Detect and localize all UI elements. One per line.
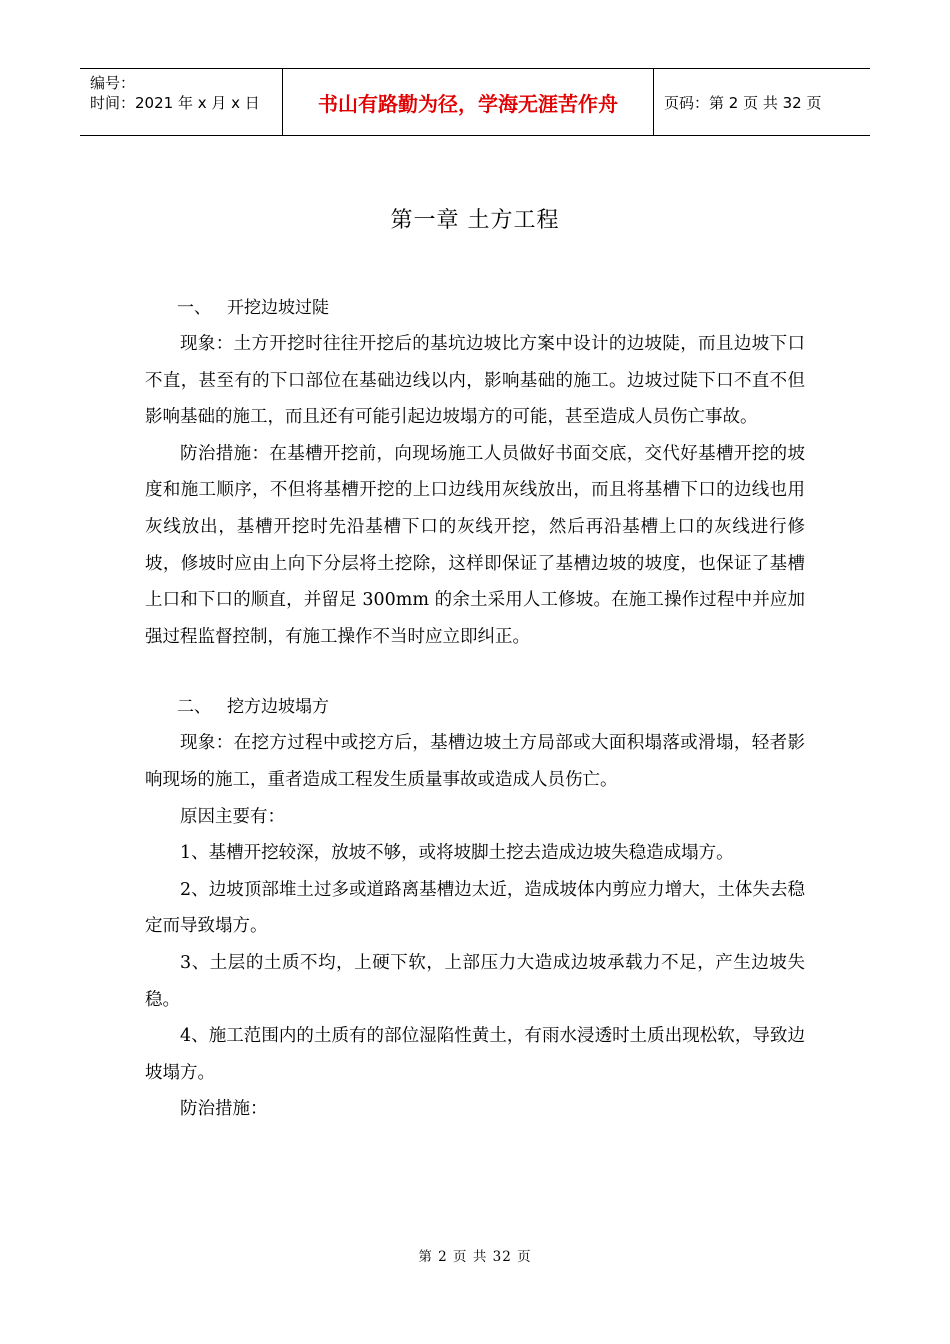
header-motto: 书山有路勤为径，学海无涯苦作舟 (282, 69, 654, 135)
section-number: 二、 (177, 697, 211, 718)
list-item: 2、边坡顶部堆土过多或道路离基槽边太近，造成坡体内剪应力增大，土体失去稳定而导致塌方。 (145, 879, 805, 937)
section-heading-2 (145, 689, 805, 725)
section-number: 一、 (177, 298, 211, 318)
paragraph: 原因主要有： (180, 806, 285, 827)
paragraph: 现象：在挖方过程中或挖方后，基槽边坡土方局部或大面积塌落或滑塌，轻者影响现场的施工，重者造成工程发生质量事故或造成人员伤亡。 (145, 733, 805, 790)
list-item: 4、施工范围内的土质有的部位湿陷性黄土，有雨水浸透时土质出现松软，导致边坡塌方。 (145, 1026, 805, 1083)
document-number-label: 编号： (90, 74, 136, 92)
page-footer: 第 2 页 共 32 页 (418, 1249, 532, 1265)
paragraph: 防治措施：在基槽开挖前，向现场施工人员做好书面交底，交代好基槽开挖的坡度和施工顺序，不但将基槽开挖的上口边线用灰线放出，而且将基槽下口的边线也用灰线放出，基槽开挖时先沿基槽下口的灰线开挖，然后再沿基槽上口的灰线进行修坡，修坡时应由上向下分层将土挖除，这样即保证了基槽边坡的坡度，也保证了基槽上口和下口的顺直，并留足 300mm 的余土采用人工修坡。在施工操作过程中并应加强过程监督控制，有施工操作不当时应立即纠正。 (145, 443, 805, 647)
section-title: 开挖边坡过陡 (227, 298, 329, 318)
list-item: 1、基槽开挖较深，放坡不够，或将坡脚土挖去造成边坡失稳造成塌方。 (180, 843, 734, 864)
document-date: 时间：2021 年 x 月 x 日 (90, 94, 260, 112)
paragraph: 防治措施： (180, 1099, 268, 1120)
section-title: 挖方边坡塌方 (227, 697, 329, 718)
section-heading-1 (145, 290, 805, 326)
header-page-info: 页码：第 2 页 共 32 页 (664, 93, 822, 112)
document-body (145, 290, 805, 1128)
paragraph: 现象：土方开挖时往往开挖后的基坑边坡比方案中设计的边坡陡，而且边坡下口不直，甚至有的下口部位在基础边线以内，影响基础的施工。边坡过陡下口不直不但影响基础的施工，而且还有可能引起边坡塌方的可能，甚至造成人员伤亡事故。 (145, 334, 805, 428)
header-meta (80, 69, 282, 135)
page-header (80, 68, 870, 136)
list-item: 3、土层的土质不均，上硬下软，上部压力大造成边坡承载力不足，产生边坡失稳。 (145, 952, 805, 1010)
chapter-title: 第一章 土方工程 (390, 208, 560, 233)
